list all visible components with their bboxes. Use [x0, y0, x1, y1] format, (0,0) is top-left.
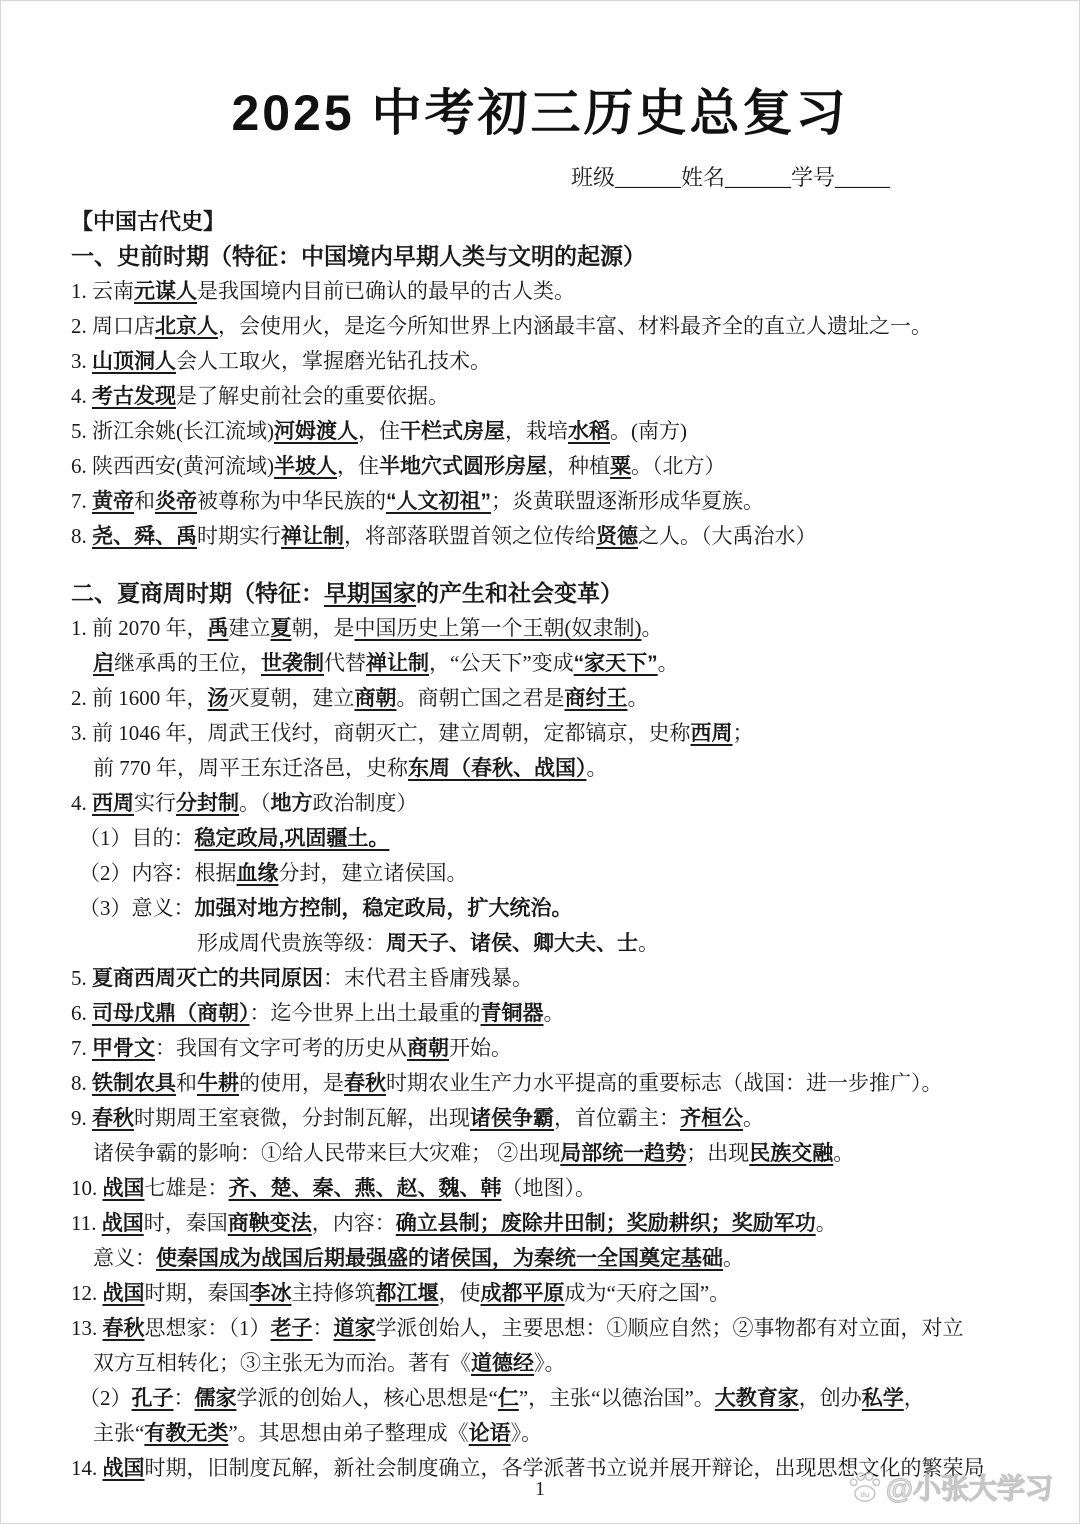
text-segment: 》。 [510, 1421, 543, 1445]
name-field-label: 姓名 [681, 165, 726, 190]
item-zhou-hierarchy [71, 926, 1039, 961]
student-id-field-blank: _____ [835, 165, 891, 190]
key-term: 春秋 [92, 1107, 134, 1130]
text-segment: 前 770 年，周平王东迁洛邑，史称 [93, 756, 408, 780]
key-term: 道家 [333, 1317, 376, 1340]
text-segment: ，种植 [547, 454, 610, 478]
key-term: 的产生和社会变革） [416, 580, 623, 606]
text-segment: 。 [657, 651, 679, 675]
key-term: 炎帝 [155, 490, 197, 513]
key-term: 分封制 [176, 792, 239, 815]
text-segment: 》。 [534, 1351, 566, 1375]
item-hemudu [71, 414, 1039, 449]
text-segment: 。 [638, 931, 659, 955]
key-term: 二、夏商周时期（特征： [71, 580, 324, 606]
item-fengjian-system [71, 786, 1039, 821]
item-fengjian-meaning [71, 891, 1039, 926]
section-tag-ancient-china [71, 204, 1039, 239]
item-xia-dynasty-cont [71, 646, 1039, 681]
item-shang-dynasty [71, 681, 1039, 716]
item-oracle-bones [71, 1031, 1039, 1066]
text-segment: 。 [641, 616, 663, 640]
key-term: 民族交融 [749, 1142, 834, 1165]
key-term: 东周（春秋、战国） [408, 757, 587, 780]
key-term: 道德经 [471, 1352, 534, 1375]
item-laozi-cont [71, 1346, 1039, 1381]
item-shangyang-reform [71, 1206, 1039, 1241]
text-segment: ；炎黄联盟逐渐形成华夏族。 [491, 489, 764, 513]
key-term: 私学 [861, 1387, 904, 1410]
text-segment: 分封，建立诸侯国。 [278, 861, 468, 885]
item-dujiangyan [71, 1276, 1039, 1311]
name-field-blank: ______ [725, 165, 792, 190]
key-term: 中国历史上第一个王朝(奴隶制) [354, 616, 642, 640]
key-term: 禹 [207, 617, 229, 640]
text-segment: 朝，是 [291, 616, 355, 640]
text-segment: 14. [71, 1456, 103, 1480]
key-term: “人文初祖” [386, 490, 491, 513]
key-term: 北京人 [155, 315, 218, 338]
text-segment: 和 [134, 489, 155, 513]
item-confucius [71, 1381, 1039, 1416]
key-term: 半地穴式圆形房屋 [379, 455, 547, 478]
text-segment: 10. [71, 1176, 103, 1200]
text-segment: ： [312, 1316, 334, 1340]
text-segment: 8. [71, 524, 92, 548]
text-segment: 是我国境内目前已确认的最早的古人类。 [197, 279, 575, 303]
key-term: 夏商西周灭亡的共同原因 [92, 967, 323, 990]
text-segment: ，使 [438, 1281, 481, 1305]
key-term: 夏 [270, 617, 292, 640]
item-banpo [71, 449, 1039, 484]
key-term: 早期国家 [324, 580, 416, 606]
key-term: 铁制农具 [92, 1072, 176, 1095]
key-term: 春秋 [344, 1072, 386, 1095]
text-segment: 主张“ [93, 1421, 145, 1445]
item-warring-states-seven [71, 1171, 1039, 1206]
item-western-zhou [71, 716, 1039, 751]
item-fengjian-content [71, 856, 1039, 891]
text-segment: 和 [176, 1071, 197, 1095]
watermark-text: @小张大学习 [885, 1473, 1053, 1504]
text-segment: 。（北方） [631, 454, 726, 478]
key-term: 黄帝 [92, 490, 134, 513]
key-term: 使秦国成为战国后期最强盛的诸侯国，为秦统一全国奠定基础 [156, 1247, 723, 1270]
text-segment: 时期农业生产力水平提高的重要标志（战国：进一步推广）。 [386, 1071, 943, 1095]
key-term: 都江堰 [375, 1282, 439, 1305]
text-segment: ，创办 [798, 1386, 862, 1410]
key-term: 半坡人 [274, 455, 337, 478]
key-term: 血缘 [236, 862, 279, 885]
key-term: 河姆渡人 [274, 420, 358, 443]
text-segment: 学派创始人，主要思想：①顺应自然；②事物都有对立面，对立 [375, 1316, 964, 1340]
text-segment: ：我国有文字可考的历史从 [155, 1036, 407, 1060]
text-segment: ； [732, 721, 754, 745]
key-term: 考古发现 [92, 385, 176, 408]
text-segment: （3）意义： [79, 896, 195, 920]
text-segment: 1. 前 2070 年， [71, 616, 208, 640]
text-segment: 。 [586, 756, 608, 780]
text-segment: 时期，秦国 [144, 1281, 250, 1305]
text-segment: ；出现 [686, 1141, 750, 1165]
text-segment: （1）目的： [79, 826, 195, 850]
key-term: 诸侯争霸 [470, 1107, 554, 1130]
key-term: 儒家 [194, 1387, 237, 1410]
text-segment: 11. [71, 1211, 102, 1235]
item-archaeology [71, 379, 1039, 414]
item-shangyang-meaning [71, 1241, 1039, 1276]
text-segment: 。商朝亡国之君是 [396, 686, 565, 710]
key-term: 禅让制 [281, 525, 344, 548]
key-term: 干栏式房屋 [400, 420, 505, 443]
key-term: 战国 [101, 1212, 144, 1235]
key-term: 启 [93, 652, 114, 675]
text-segment: 诸侯争霸的影响：①给人民带来巨大灾难； ②出现 [93, 1141, 561, 1165]
key-term: “家天下” [573, 652, 658, 675]
key-term: 成都平原 [480, 1282, 565, 1305]
text-segment: 时期周王室衰微，分封制瓦解，出现 [134, 1106, 470, 1130]
text-segment: 12. [71, 1281, 103, 1305]
key-term: 齐桓公 [680, 1107, 743, 1130]
text-segment: 之人。（大禹治水） [638, 524, 817, 548]
text-segment: ，会使用火，是迄今所知世界上内涵最丰富、材料最齐全的直立人遗址之一。 [218, 314, 932, 338]
key-term: 春秋 [102, 1317, 145, 1340]
text-segment: 。（ [239, 791, 271, 815]
text-segment: 6. 陕西西安(黄河流域) [71, 454, 274, 478]
item-yuanmou-man [71, 274, 1039, 309]
text-segment: 被尊称为中华民族的 [197, 489, 386, 513]
text-segment: ：迄今世界上出土最重的 [249, 1001, 481, 1025]
text-segment: （2）内容：根据 [79, 861, 237, 885]
key-term: 元谋人 [134, 280, 197, 303]
text-segment: ，“公天下”变成 [429, 651, 574, 675]
svg-text:du: du [860, 1489, 870, 1499]
key-term: 牛耕 [197, 1072, 239, 1095]
item-xia-dynasty [71, 611, 1039, 646]
key-term: 商纣王 [564, 687, 628, 710]
key-term: 大教育家 [714, 1387, 799, 1410]
text-segment: 灭夏朝，建立 [228, 686, 355, 710]
text-segment: 成为“天府之国”。 [564, 1281, 731, 1305]
key-term: 局部统一趋势 [560, 1142, 687, 1165]
item-hegemony-impact [71, 1136, 1039, 1171]
key-term: 西周 [690, 722, 733, 745]
text-segment: 七雄是： [144, 1176, 229, 1200]
key-term: 尧、舜、禹 [92, 525, 197, 548]
key-term: 稳定政局,巩固疆土。 [194, 827, 390, 850]
text-segment: 是了解史前社会的重要依据。 [176, 384, 449, 408]
key-term: 商朝 [407, 1037, 449, 1060]
text-segment: 2. 周口店 [71, 314, 155, 338]
page-title: 2025 中考初三历史总复习 [231, 85, 849, 141]
text-segment: 。 [723, 1246, 744, 1270]
text-segment: 3. 前 1046 年，周武王伐纣，商朝灭亡，建立周朝，定都镐京，史称 [71, 721, 691, 745]
text-segment: 双方互相转化；③主张无为而治。著有《 [93, 1351, 471, 1375]
key-term: 水稻 [568, 420, 610, 443]
text-segment: ，将部落联盟首领之位传给 [344, 524, 596, 548]
key-term: 山顶洞人 [92, 350, 176, 373]
document-body [1, 192, 1079, 1486]
key-term: 战国 [102, 1177, 145, 1200]
text-segment: 1. 云南 [71, 279, 134, 303]
key-term: 仁 [497, 1387, 519, 1410]
text-segment: 形成周代贵族等级： [197, 931, 386, 955]
text-segment: ”。其思想由弟子整理成《 [228, 1421, 469, 1445]
key-term: 禅让制 [366, 652, 429, 675]
text-segment: 。 [833, 1141, 855, 1165]
item-dynasties-fall-reason [71, 961, 1039, 996]
text-segment: ，内容： [311, 1211, 396, 1235]
key-term: 司母戊鼎（商朝） [92, 1002, 250, 1025]
heading-prehistoric-period [71, 239, 1039, 274]
section-gap [71, 554, 1039, 576]
text-segment: ，首位霸主： [554, 1106, 680, 1130]
text-segment: （地图）。 [501, 1176, 596, 1200]
text-segment: ： [173, 1386, 195, 1410]
text-segment: ，住 [358, 419, 400, 443]
key-term: 一、史前时期（特征：中国境内早期人类与文明的起源） [71, 243, 646, 269]
page-number: 1 [535, 1478, 545, 1500]
text-segment: （2） [79, 1386, 132, 1410]
key-term: 甲骨文 [92, 1037, 155, 1060]
text-segment: 。(南方) [610, 419, 687, 443]
text-segment: 政治制度） [312, 791, 418, 815]
class-field-label: 班级 [571, 165, 616, 190]
text-segment: 实行 [134, 791, 176, 815]
item-peking-man [71, 309, 1039, 344]
key-term: 齐、楚、秦、燕、赵、魏、韩 [228, 1177, 502, 1200]
text-segment: 思想家：（1） [144, 1316, 271, 1340]
text-segment: 代替 [324, 651, 366, 675]
key-term: 论语 [468, 1422, 511, 1445]
student-id-field-label: 学号 [791, 165, 836, 190]
key-term: 孔子 [131, 1387, 174, 1410]
item-laozi [71, 1311, 1039, 1346]
item-shandingdong-man [71, 344, 1039, 379]
item-abdication-system [71, 519, 1039, 554]
item-hegemony [71, 1101, 1039, 1136]
text-segment: 。 [743, 1106, 764, 1130]
text-segment: 建立 [228, 616, 271, 640]
heading-xia-shang-zhou [71, 576, 1039, 611]
key-term: 商鞅变法 [227, 1212, 312, 1235]
text-segment: 5. 浙江余姚(长江流域) [71, 419, 274, 443]
text-segment: 学派的创始人，核心思想是“ [236, 1386, 498, 1410]
watermark [847, 1467, 1053, 1507]
item-yandi-huangdi [71, 484, 1039, 519]
student-info-line [1, 161, 1079, 192]
key-term: 战国 [102, 1457, 145, 1480]
item-simuwu-ding [71, 996, 1039, 1031]
key-term: 西周 [92, 792, 134, 815]
text-segment: 会人工取火，掌握磨光钻孔技术。 [176, 349, 491, 373]
text-segment: 时，秦国 [143, 1211, 228, 1235]
text-segment: 8. [71, 1071, 92, 1095]
text-segment: 5. [71, 966, 92, 990]
item-confucius-cont [71, 1416, 1039, 1451]
key-term: 青铜器 [480, 1002, 544, 1025]
key-term: 老子 [270, 1317, 313, 1340]
text-segment: ，栽培 [505, 419, 568, 443]
text-segment: 时期，旧制度瓦解，新社会制度确立，各学派著书立说并展开辩论，出现思想文化的繁荣局 [144, 1456, 985, 1480]
key-term: 粟 [610, 455, 631, 478]
key-term: 商朝 [354, 687, 397, 710]
key-term: 李冰 [249, 1282, 292, 1305]
key-term: 汤 [207, 687, 229, 710]
key-term: 确立县制；废除井田制；奖励耕织；奖励军功 [395, 1212, 816, 1235]
key-term: 有教无类 [144, 1422, 229, 1445]
text-segment: 4. [71, 384, 92, 408]
text-segment: 开始。 [449, 1036, 512, 1060]
key-term: 战国 [102, 1282, 145, 1305]
key-term: 世袭制 [261, 652, 324, 675]
text-segment: 意义： [93, 1246, 156, 1270]
text-segment: 。 [543, 1001, 565, 1025]
text-segment: 主持修筑 [291, 1281, 376, 1305]
text-segment: 6. [71, 1001, 92, 1025]
text-segment: 7. [71, 489, 92, 513]
class-field-blank: ______ [615, 165, 682, 190]
text-segment: 9. [71, 1106, 92, 1130]
text-segment: 。 [815, 1211, 837, 1235]
key-term: 加强对地方控制，稳定政局，扩大统治。 [194, 897, 573, 920]
text-segment: ，住 [337, 454, 379, 478]
item-fengjian-purpose [71, 821, 1039, 856]
key-term: 【中国古代史】 [71, 209, 226, 234]
text-segment: 3. [71, 349, 92, 373]
text-segment: ：末代君主昏庸残暴。 [323, 966, 533, 990]
text-segment: 。 [627, 686, 649, 710]
key-term: 周天子、诸侯、卿大夫、士 [386, 932, 638, 955]
text-segment: 7. [71, 1036, 92, 1060]
text-segment: ， [903, 1386, 925, 1410]
text-segment: 13. [71, 1316, 103, 1340]
text-segment: 4. [71, 791, 92, 815]
text-segment: 2. 前 1600 年， [71, 686, 208, 710]
key-term: 地方 [270, 792, 313, 815]
paw-icon [847, 1470, 881, 1504]
item-iron-tools [71, 1066, 1039, 1101]
text-segment: 的使用，是 [239, 1071, 344, 1095]
key-term: 贤德 [596, 525, 638, 548]
item-eastern-zhou [71, 751, 1039, 786]
text-segment: 时期实行 [197, 524, 281, 548]
text-segment: ”，主张“以德治国”。 [518, 1386, 715, 1410]
text-segment: 继承禹的王位， [114, 651, 261, 675]
